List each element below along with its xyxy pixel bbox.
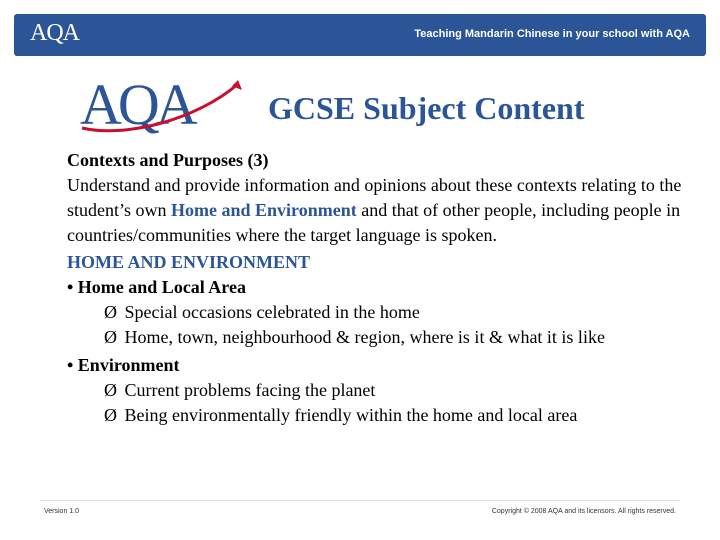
intro-text-1: Understand and provide information and opinions about these contexts relating to the student’s own xyxy=(67,175,682,220)
bullet-home-local-area: • Home and Local Area xyxy=(67,277,246,297)
arrow-bullet-icon: Ø xyxy=(104,302,117,322)
sub-item xyxy=(67,300,687,325)
arrow-bullet-icon: Ø xyxy=(104,405,117,425)
sub-item xyxy=(67,378,687,403)
sub-item xyxy=(67,403,687,428)
footer-copyright: Copyright © 2008 AQA and its licensors. All rights reserved. xyxy=(491,508,676,515)
slide-title: GCSE Subject Content xyxy=(268,90,585,126)
aqa-logo xyxy=(76,70,246,140)
aqa-logo-text: AQA xyxy=(80,72,194,137)
intro-text-2: and that of other people, including people in countries/communities where the target language is spoken. xyxy=(67,200,681,245)
footer-version: Version 1.0 xyxy=(44,508,80,515)
header-bar xyxy=(14,14,706,56)
header-logo: AQA xyxy=(30,20,79,46)
slide-content xyxy=(67,148,687,428)
intro-paragraph xyxy=(67,173,687,248)
intro-highlight: Home and Environment xyxy=(171,200,357,220)
arrow-bullet-icon: Ø xyxy=(104,380,117,400)
bullet-environment: • Environment xyxy=(67,355,180,375)
sub-item xyxy=(67,325,687,350)
sub-item-text: Home, town, neighbourhood & region, where is it & what it is like xyxy=(124,327,605,347)
sub-item-text: Special occasions celebrated in the home xyxy=(124,302,420,322)
arrow-bullet-icon: Ø xyxy=(104,327,117,347)
sub-item-text: Current problems facing the planet xyxy=(124,380,376,400)
sub-item-text: Being environmentally friendly within the home and local area xyxy=(124,405,578,425)
topic-heading: HOME AND ENVIRONMENT xyxy=(67,252,311,272)
logo-swoosh-icon xyxy=(76,70,246,140)
section-heading: Contexts and Purposes (3) xyxy=(67,150,269,170)
footer-divider xyxy=(40,500,680,501)
header-title: Teaching Mandarin Chinese in your school with AQA xyxy=(414,28,690,40)
